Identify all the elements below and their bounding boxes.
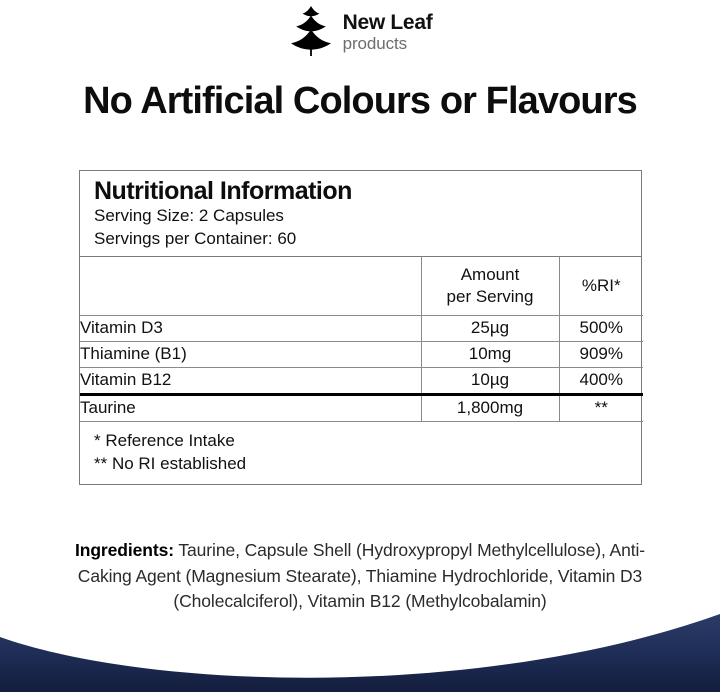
nutrient-name: Taurine (80, 394, 421, 421)
nutrient-ri: 909% (559, 341, 643, 367)
nutritional-information-panel (79, 170, 642, 485)
serving-size-text: Serving Size: 2 Capsules (94, 206, 284, 225)
column-header-ri: %RI* (559, 257, 643, 316)
leaf-tree-logo-icon (288, 6, 334, 56)
nutrient-name: Thiamine (B1) (80, 341, 421, 367)
panel-title: Nutritional Information (94, 177, 352, 205)
ingredients-paragraph (70, 538, 650, 615)
nutrient-amount: 1,800mg (421, 394, 559, 421)
servings-per-container-text: Servings per Container: 60 (94, 228, 297, 248)
column-header-nutrient (80, 257, 421, 316)
nutrition-table (80, 257, 643, 422)
nutrient-amount: 10mg (421, 341, 559, 367)
nutrient-name: Vitamin B12 (80, 367, 421, 394)
nutrient-name: Vitamin D3 (80, 315, 421, 341)
footnote-reference-intake: * Reference Intake (94, 430, 235, 450)
nutrient-amount: 25µg (421, 315, 559, 341)
bottom-wave-decoration (0, 614, 720, 692)
nutrient-ri: ** (559, 394, 643, 421)
table-row (80, 315, 643, 341)
footnote-no-ri: ** No RI established (94, 453, 247, 473)
page-title: No Artificial Colours or Flavours (83, 80, 637, 122)
ingredients-label: Ingredients: (74, 540, 174, 560)
ingredients-text: Taurine, Capsule Shell (Hydroxypropyl Methylcellulose), Anti-Caking Agent (Magnesium Stearate), Thiamine Hydrochloride, Vitamin D3 (Cholecalciferol), Vitamin B12 (Methylcobalamin) (77, 540, 645, 612)
brand-name: New Leaf (342, 11, 433, 34)
panel-header (80, 171, 641, 257)
nutrient-ri: 400% (559, 367, 643, 394)
table-header-row (80, 257, 643, 316)
column-header-amount-line2: per Serving (446, 286, 534, 306)
table-row (80, 367, 643, 394)
brand-wordmark (343, 10, 433, 52)
column-header-amount-line1: Amount (460, 265, 520, 285)
nutrient-amount: 10µg (421, 367, 559, 394)
column-header-amount (421, 257, 559, 316)
nutrient-ri: 500% (559, 315, 643, 341)
brand-header (0, 6, 720, 56)
table-row (80, 341, 643, 367)
table-row (80, 394, 643, 421)
panel-footnotes (80, 422, 641, 485)
brand-tagline: products (342, 34, 407, 53)
